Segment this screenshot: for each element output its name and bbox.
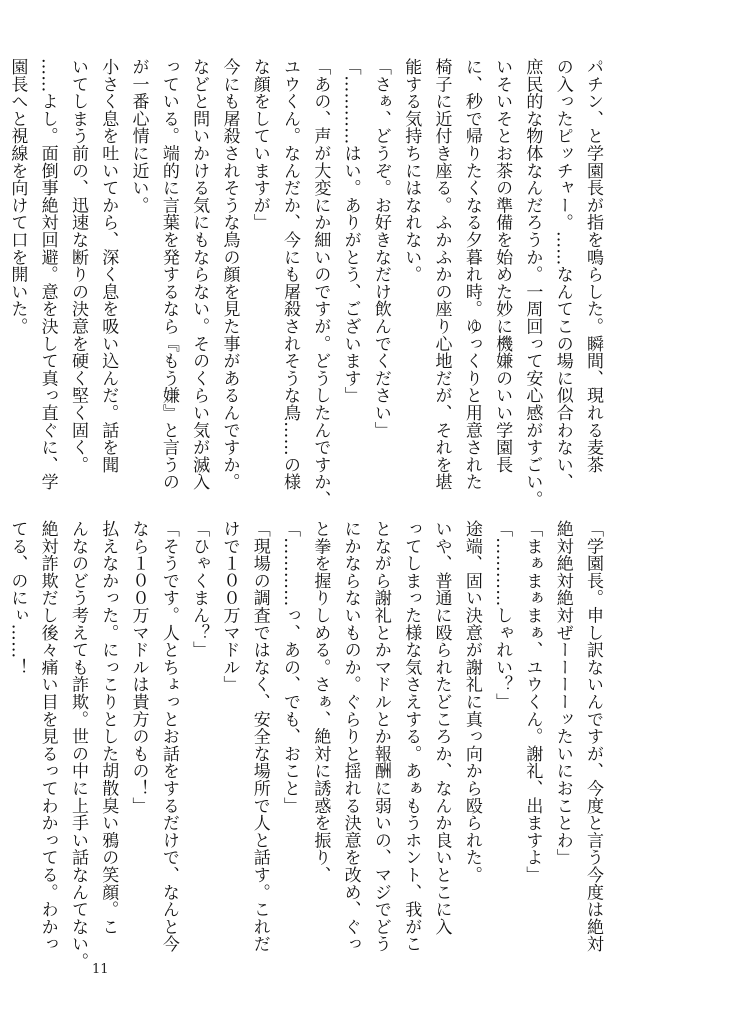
- text-line: ……よし。面倒事絶対回避。意を決して真っ直ぐに、学: [37, 58, 58, 491]
- text-line: 小さく息を吐いてから、深く息を吸い込んだ。話を聞: [98, 58, 119, 474]
- text-line: 「…………っ、あの、でも、おこと」: [280, 520, 301, 815]
- text-line: んなのどう考えても詐欺。世の中に上手い話なんてない。: [67, 520, 88, 970]
- text-line: と拳を握りしめる。さぁ、絶対に誘惑を振り、: [310, 520, 331, 884]
- text-line: などと問いかける気にもならない。そのくらい気が滅入: [189, 58, 210, 491]
- text-line: にかならないものか。ぐらりと揺れる決意を改め、ぐっ: [340, 520, 361, 953]
- text-line: パチン、と学園長が指を鳴らした。瞬間、現れる麦茶: [583, 58, 603, 474]
- text-line: 「ひゃくまん？」: [189, 520, 210, 659]
- text-line: が一番心情に近い。: [128, 58, 149, 214]
- text-line: 「…………はい。ありがとう、ございます」: [340, 58, 361, 404]
- text-line: っている。端的に言葉を発するなら『もう嫌』と言うの: [158, 58, 179, 491]
- text-line: 途端、固い決意が謝礼に真っ向から殴られた。: [461, 520, 482, 884]
- text-line: 「あの、声が大変にか細いのですが。どうしたんですか、: [310, 58, 331, 508]
- text-line: 庶民的な物体なんだろうか。一周回って安心感がすごい。: [522, 58, 543, 508]
- text-line: とながら謝礼とかマドルとか報酬に弱いの、マジでどう: [370, 520, 391, 953]
- text-line: いそいそとお茶の準備を始めた妙に機嫌のいい学園長: [492, 58, 513, 474]
- text-line: けで１００万マドル」: [219, 520, 240, 693]
- upper-text-block: [7, 58, 608, 508]
- text-line: 能する気持ちにはなれない。: [401, 58, 422, 283]
- text-line: 「さぁ、どうぞ。お好きなだけ飲んでください」: [370, 58, 391, 439]
- text-line: ってしまった様な気さえする。あぁもうホント、我がこ: [401, 520, 422, 953]
- text-line: ユウくん。なんだか、今にも屠殺されそうな鳥……の様: [280, 58, 301, 491]
- text-line: の入ったピッチャー。……なんてこの場に似合わない、: [552, 58, 573, 491]
- text-line: いてしまう前の、迅速な断りの決意を硬く堅く固く。: [67, 58, 88, 474]
- page-number: 11: [92, 962, 109, 977]
- text-line: 園長へと視線を向けて口を開いた。: [7, 58, 28, 335]
- text-line: に、秒で帰りたくなる夕暮れ時。ゆっくりと用意された: [461, 58, 482, 491]
- text-line: てる、のにぃ……！: [7, 520, 28, 676]
- text-line: 「現場の調査ではなく、安全な場所で人と話す。これだ: [249, 520, 270, 953]
- text-line: 「…………しゃれい？」: [492, 520, 513, 711]
- text-line: 払えなかった。にっこりとした胡散臭い鴉の笑顔。こ: [98, 520, 119, 936]
- text-line: 「学園長。申し訳ないんですが、今度と言う今度は絶対: [583, 520, 603, 953]
- text-line: な顔をしていますが」: [249, 58, 270, 231]
- text-line: 今にも屠殺されそうな鳥の顔を見た事があるんですか。: [219, 58, 240, 491]
- text-line: 「まぁまぁまぁ、ユウくん。謝礼、出ますよ」: [522, 520, 543, 884]
- text-line: 「そうです。人とちょっとお話をするだけで、なんと今: [158, 520, 179, 953]
- text-line: なら１００万マドルは貴方のもの！」: [128, 520, 149, 815]
- text-line: 絶対詐欺だし後々痛い目を見るってわかってる。わかっ: [37, 520, 58, 953]
- text-line: いや、普通に殴られたどころか、なんか良いとこに入: [431, 520, 452, 936]
- text-line: 絶対絶対絶対ぜーーーーッたいにおことわ」: [552, 520, 573, 866]
- text-line: 椅子に近付き座る。ふかふかの座り心地だが、それを堪: [431, 58, 452, 491]
